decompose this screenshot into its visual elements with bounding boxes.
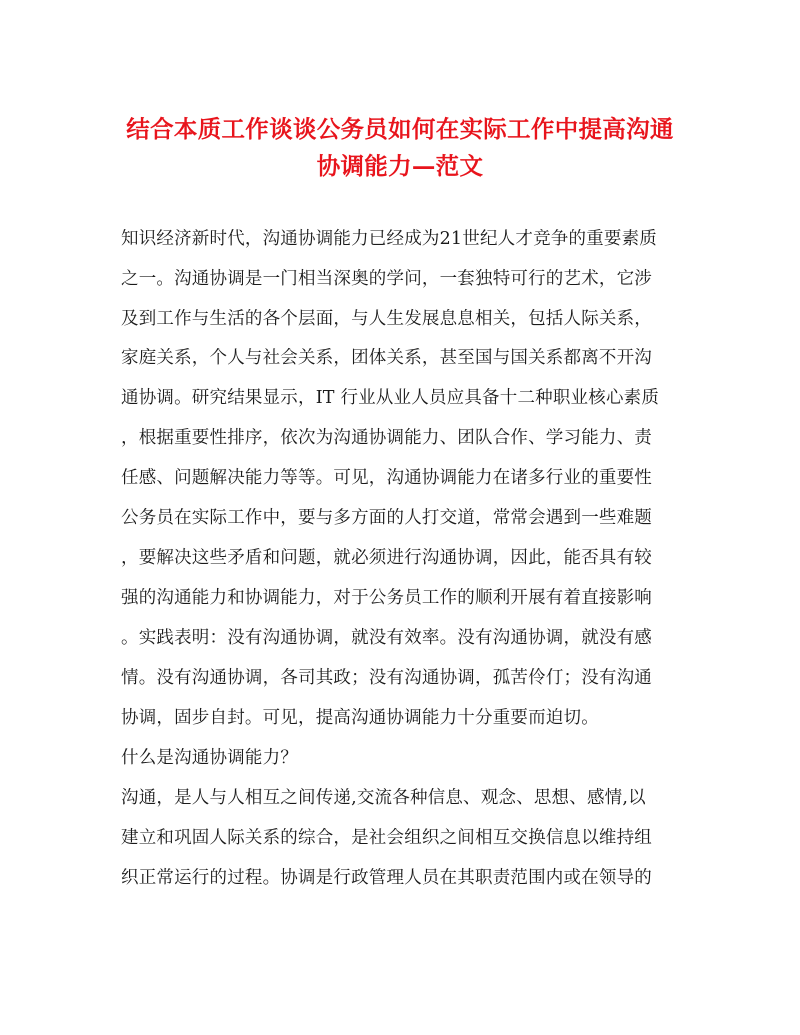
body-line: 通协调。研究结果显示，IT 行业从业人员应具备十二种职业核心素质 [121, 388, 660, 408]
body-line: 知识经济新时代，沟通协调能力已经成为21世纪人才竞争的重要素质 [121, 229, 657, 249]
body-line: 强的沟通能力和协调能力，对于公务员工作的顺利开展有着直接影响 [121, 588, 652, 608]
body-line: 织正常运行的过程。协调是行政管理人员在其职责范围内或在领导的 [121, 868, 652, 888]
body-line: 。实践表明：没有沟通协调，就没有效率。没有沟通协调，就没有感 [121, 628, 652, 648]
body-line: 情。没有沟通协调，各司其政；没有沟通协调，孤苦伶仃；没有沟通 [121, 668, 652, 688]
document-title-line-2: 协调能力—范文 [316, 152, 484, 180]
body-line: 之一。沟通协调是一门相当深奥的学问，一套独特可行的艺术，它涉 [121, 269, 652, 289]
body-line: ，根据重要性排序，依次为沟通协调能力、团队合作、学习能力、责 [121, 428, 652, 448]
body-line: ，要解决这些矛盾和问题，就必须进行沟通协调，因此，能否具有较 [121, 548, 652, 568]
body-line: 沟通，是人与人相互之间传递,交流各种信息、观念、思想、感情,以 [121, 788, 646, 808]
body-line: 及到工作与生活的各个层面，与人生发展息息相关，包括人际关系， [121, 309, 652, 329]
body-line: 家庭关系，个人与社会关系，团体关系，甚至国与国关系都离不开沟 [121, 348, 652, 368]
body-line: 协调，固步自封。可见，提高沟通协调能力十分重要而迫切。 [121, 708, 599, 728]
document-title-line-1: 结合本质工作谈谈公务员如何在实际工作中提高沟通 [126, 115, 674, 143]
section-heading: 什么是沟通协调能力？ [121, 748, 298, 768]
document-body [121, 0, 681, 1035]
body-line: 建立和巩固人际关系的综合，是社会组织之间相互交换信息以维持组 [121, 828, 652, 848]
body-line: 公务员在实际工作中，要与多方面的人打交道，常常会遇到一些难题 [121, 508, 652, 528]
body-line: 任感、问题解决能力等等。可见，沟通协调能力在诸多行业的重要性 [121, 468, 652, 488]
